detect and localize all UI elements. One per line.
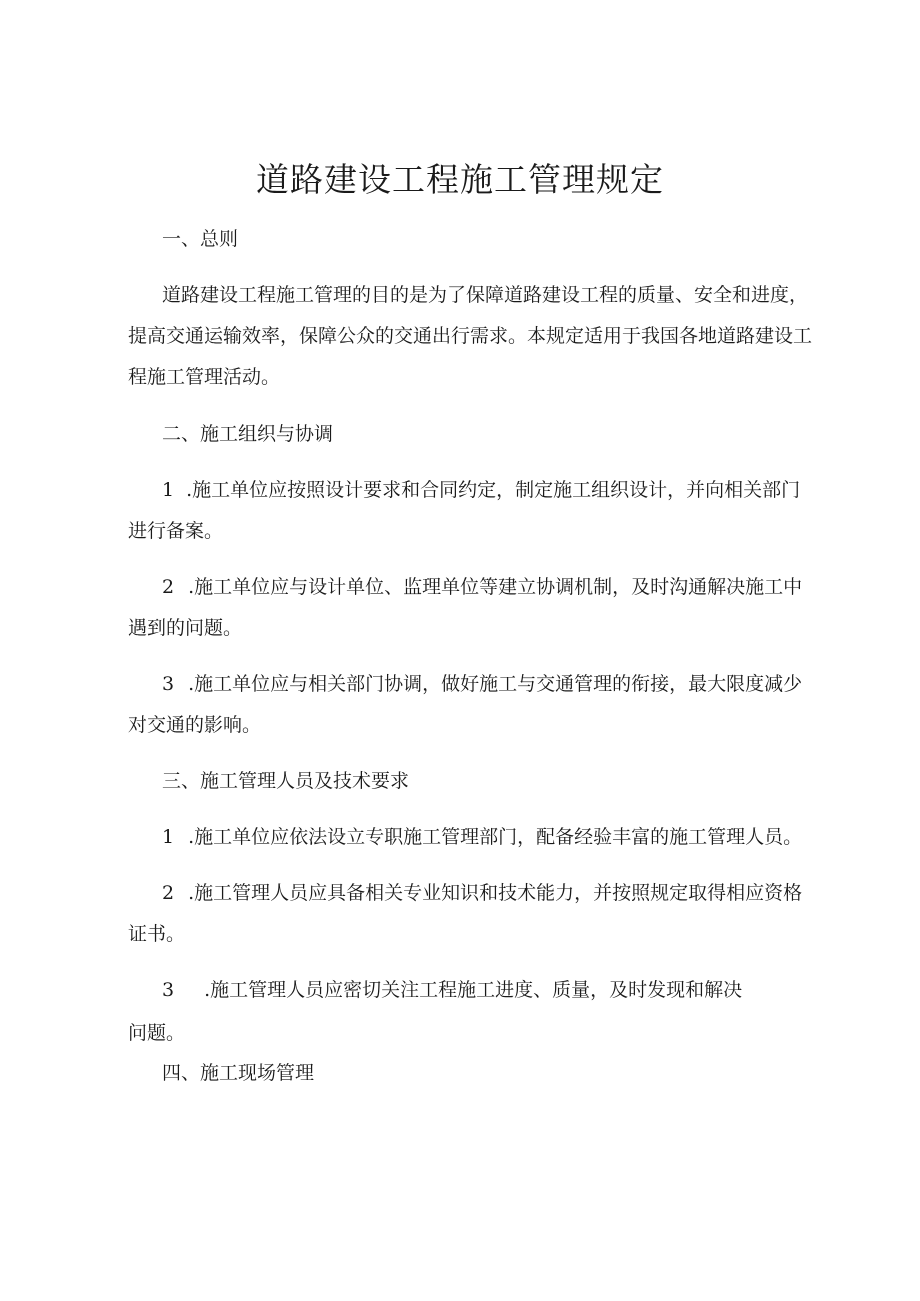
section-heading-personnel: 三、施工管理人员及技术要求 bbox=[162, 770, 410, 792]
section-heading-organization: 二、施工组织与协调 bbox=[162, 423, 334, 445]
item-text: .施工单位应与相关部门协调，做好施工与交通管理的衔接，最大限度减少 bbox=[188, 673, 803, 695]
organization-item-3-line-2: 对交通的影响。 bbox=[128, 714, 262, 736]
item-number: 3 bbox=[162, 979, 175, 1001]
organization-item-1-line-1 bbox=[162, 477, 801, 503]
personnel-item-2-line-2: 证书。 bbox=[128, 923, 186, 945]
section-heading-site-management: 四、施工现场管理 bbox=[162, 1062, 315, 1084]
item-number: 1 bbox=[162, 826, 175, 848]
personnel-item-3-line-2: 问题。 bbox=[128, 1022, 186, 1044]
organization-item-3-line-1 bbox=[162, 671, 803, 697]
item-text: .施工单位应与设计单位、监理单位等建立协调机制，及时沟通解决施工中 bbox=[188, 576, 803, 598]
item-number: 2 bbox=[162, 576, 175, 598]
personnel-item-3-line-1 bbox=[162, 977, 742, 1003]
item-text: .施工单位应依法设立专职施工管理部门，配备经验丰富的施工管理人员。 bbox=[188, 826, 803, 848]
personnel-item-1-line-1 bbox=[162, 824, 802, 850]
general-paragraph-line-3: 程施工管理活动。 bbox=[128, 366, 281, 388]
organization-item-2-line-2: 遇到的问题。 bbox=[128, 617, 243, 639]
item-text: .施工管理人员应具备相关专业知识和技术能力，并按照规定取得相应资格 bbox=[188, 882, 803, 904]
organization-item-1-line-2: 进行备案。 bbox=[128, 520, 224, 542]
personnel-item-2-line-1 bbox=[162, 880, 802, 906]
item-number: 1 bbox=[162, 479, 175, 501]
section-heading-general: 一、总则 bbox=[162, 228, 239, 250]
item-number: 2 bbox=[162, 882, 175, 904]
item-number: 3 bbox=[162, 673, 175, 695]
general-paragraph-line-2: 提高交通运输效率，保障公众的交通出行需求。本规定适用于我国各地道路建设工 bbox=[128, 325, 813, 347]
item-text: .施工单位应按照设计要求和合同约定，制定施工组织设计，并向相关部门 bbox=[186, 479, 801, 501]
organization-item-2-line-1 bbox=[162, 574, 803, 600]
general-paragraph-line-1: 道路建设工程施工管理的目的是为了保障道路建设工程的质量、安全和进度， bbox=[162, 284, 809, 306]
item-text: .施工管理人员应密切关注工程施工进度、质量，及时发现和解决 bbox=[204, 979, 743, 1001]
document-title: 道路建设工程施工管理规定 bbox=[256, 160, 664, 199]
